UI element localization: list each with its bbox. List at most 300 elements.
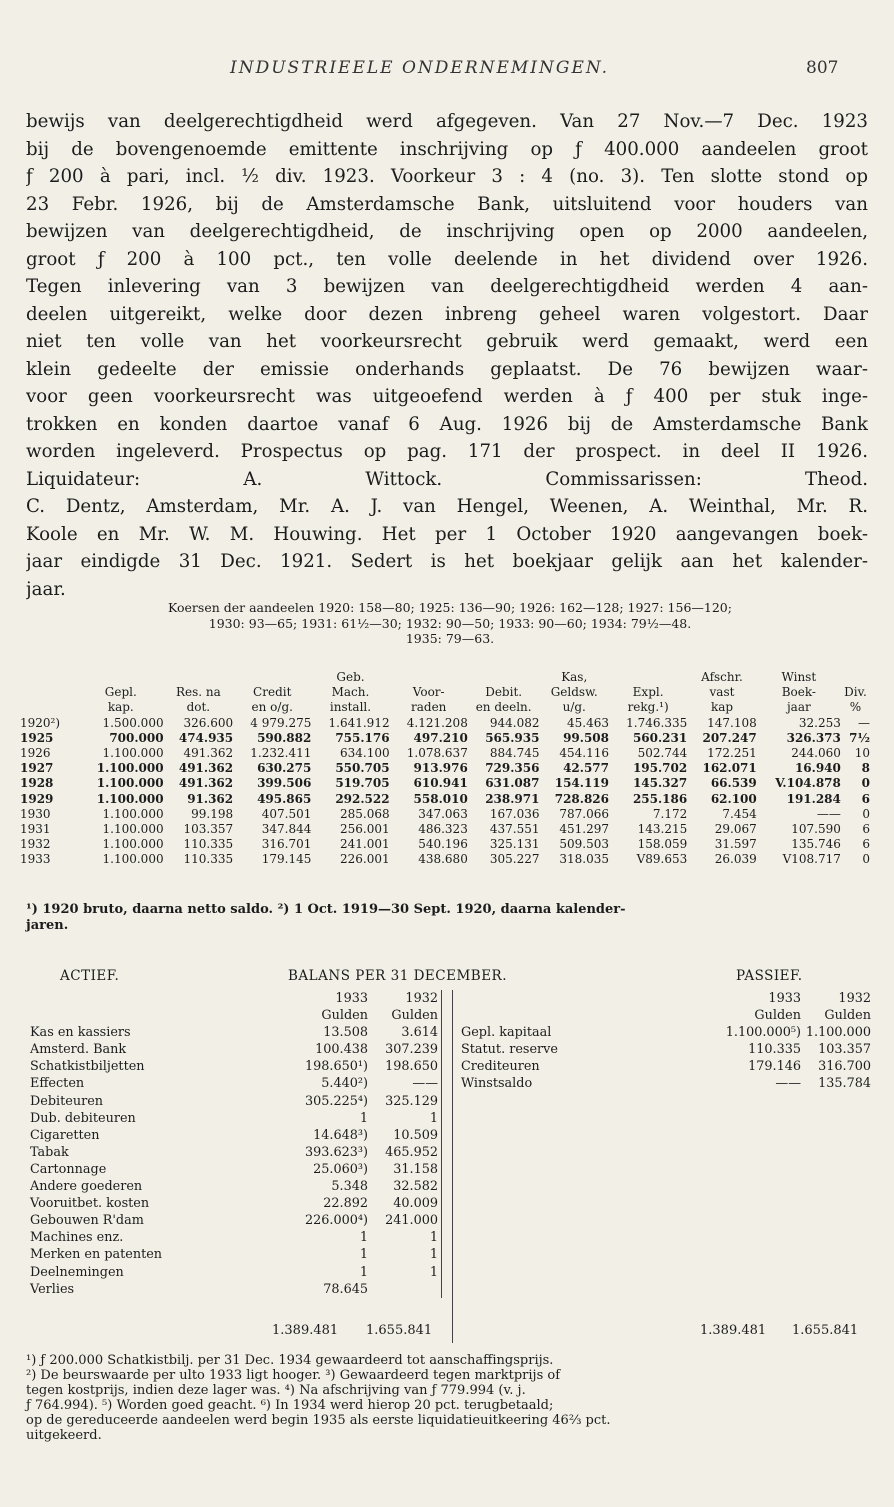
item-label: Debiteuren (30, 1093, 104, 1109)
body-line: Tegen inlevering van 3 bewijzen van deelgerechtigdheid werden 4 aan- (26, 276, 868, 297)
table-cell: 241.001 (339, 837, 390, 852)
column-header (390, 670, 468, 685)
table-cell: 787.066 (559, 806, 609, 821)
table-cell: 256.001 (339, 822, 390, 837)
column-header: Winst (781, 670, 817, 684)
item-label: Crediteuren (461, 1059, 540, 1075)
item-label: Machines enz. (30, 1230, 124, 1246)
column-header (468, 670, 540, 685)
table-cell: 7.172 (652, 806, 688, 821)
table-cell: 191.284 (786, 791, 841, 806)
column-header (609, 670, 687, 685)
body-line: ƒ 200 à pari, incl. ½ div. 1923. Voorkeur 3 : 4 (no. 3). Ten slotte stond op (26, 166, 868, 187)
item-value: 1 (368, 1229, 442, 1246)
table-cell: 207.247 (702, 730, 757, 745)
item-label: Tabak (30, 1144, 69, 1160)
item-value: 32.582 (368, 1178, 442, 1195)
column-header: Div. (844, 685, 867, 700)
table-cell: 135.746 (791, 837, 841, 852)
item-value: 3.614 (368, 1024, 442, 1041)
table-cell: 1.100.000 (102, 806, 164, 821)
table-cell: 1.500.000 (102, 715, 164, 730)
body-line: jaar. (26, 578, 66, 600)
running-header (0, 58, 894, 82)
body-line: niet ten volle van het voorkeursrecht gebruik werd gemaakt, werd een (26, 331, 868, 352)
table-cell: 1.100.000 (102, 837, 164, 852)
table-row (20, 852, 870, 867)
column-header: en o/g. (251, 700, 293, 715)
table-cell: 7.454 (722, 806, 757, 821)
table-cell: 1.746.335 (626, 715, 688, 730)
table-cell: 6 (862, 837, 870, 852)
table-cell: 66.539 (710, 776, 757, 791)
table-cell: 1.100.000 (96, 761, 164, 776)
table-header-row (20, 700, 870, 715)
table-cell: 1.100.000 (96, 791, 164, 806)
item-label: Winstsaldo (461, 1076, 533, 1092)
table-cell: 325.131 (489, 837, 540, 852)
column-header: en deeln. (475, 700, 532, 715)
table-cell: 558.010 (413, 791, 468, 806)
table-cell: 42.577 (563, 761, 609, 776)
unit-header: Gulden (368, 1007, 442, 1024)
total-actief-1933: 1.389.481 (272, 1323, 339, 1338)
table-cell: 99.508 (563, 730, 609, 745)
table-cell: 31.597 (714, 837, 757, 852)
table-cell: 1.641.912 (328, 715, 390, 730)
table-footnote-line: jaren. (26, 917, 69, 933)
balance-title: BALANS PER 31 DECEMBER. (288, 968, 508, 984)
total-passief-1933: 1.389.481 (700, 1323, 767, 1338)
item-value: 307.239 (368, 1041, 442, 1058)
body-line: jaar eindigde 31 Dec. 1921. Sedert is het boekjaar gelijk aan het kalender- (26, 551, 868, 572)
item-label: Effecten (30, 1076, 85, 1092)
table-cell: 195.702 (632, 761, 688, 776)
balance-sheet (30, 968, 871, 1297)
balance-footnotes (26, 1353, 868, 1443)
table-cell: 6 (862, 822, 870, 837)
table-cell: 16.940 (794, 761, 841, 776)
item-label: Statut. reserve (461, 1042, 558, 1058)
item-value: 135.784 (818, 1076, 871, 1092)
table-row (20, 837, 870, 852)
unit-header: Gulden (824, 1008, 871, 1024)
table-cell: 438.680 (418, 852, 468, 867)
column-header: u/g. (562, 700, 586, 715)
table-cell: 700.000 (109, 730, 164, 745)
actief-row (30, 1195, 442, 1212)
table-cell: 179.145 (261, 852, 312, 867)
body-line: trokken en konden daartoe vanaf 6 Aug. 1926 bij de Amsterdamsche Bank (26, 413, 868, 435)
table-cell: 755.176 (335, 730, 390, 745)
item-value: 1 (359, 1247, 368, 1263)
body-line: bewijs van deelgerechtigdheid werd afgegeven. Van 27 Nov.—7 Dec. 1923 (26, 111, 868, 132)
actief-row (30, 1246, 442, 1263)
column-header: kap (710, 700, 734, 715)
table-cell: 1.100.000 (102, 746, 164, 761)
item-value: 1.100.000⁵) (725, 1025, 801, 1041)
table-row (20, 792, 870, 807)
table-cell: V108.717 (782, 852, 841, 867)
table-cell: 729.356 (485, 761, 540, 776)
column-header: Geb. (336, 670, 365, 684)
column-header: Afschr. (701, 670, 743, 684)
passief-row (461, 1024, 871, 1041)
item-label: Gebouwen R'dam (30, 1213, 144, 1229)
financial-history-table (20, 670, 870, 868)
year-cell: 1931 (20, 822, 51, 837)
balance-footnote-line: ƒ 764.994). ⁵) Worden goed geacht. ⁶) In 1934 werd hierop 20 pct. terugbetaald; (26, 1398, 554, 1413)
total-actief-1932: 1.655.841 (366, 1323, 433, 1338)
body-line: deelen uitgereikt, welke door dezen inbreng geheel waren volgestort. Daar (26, 303, 868, 325)
item-value: 1 (368, 1246, 442, 1263)
table-cell: 255.186 (632, 791, 688, 806)
table-cell: 728.826 (554, 791, 609, 806)
year-cell: 1933 (20, 852, 51, 867)
table-cell: 238.971 (485, 791, 540, 806)
year-cell: 1920²) (20, 715, 61, 730)
table-cell: 305.227 (489, 852, 540, 867)
item-value: 1 (368, 1264, 442, 1281)
column-header (78, 670, 164, 685)
table-cell: 0 (862, 806, 870, 821)
table-cell: 110.335 (183, 852, 234, 867)
header-title: INDUSTRIEELE ONDERNEMINGEN. (230, 58, 610, 78)
actief-label: ACTIEF. (60, 968, 120, 984)
table-header-row (20, 685, 870, 700)
table-cell: 347.844 (261, 822, 312, 837)
item-value: 25.060³) (313, 1161, 368, 1177)
column-header: Res. na (175, 685, 221, 700)
table-footnote-line: ¹) 1920 bruto, daarna netto saldo. ²) 1 Oct. 1919—30 Sept. 1920, daarna kalender- (26, 902, 626, 917)
item-label: Andere goederen (30, 1179, 143, 1195)
passief-row (461, 1075, 871, 1092)
column-header (20, 700, 78, 715)
table-cell: 399.506 (257, 776, 312, 791)
table-cell: 502.744 (637, 746, 688, 761)
table-cell: — (858, 715, 870, 730)
column-header: Credit (253, 685, 292, 700)
body-line: 23 Febr. 1926, bij de Amsterdamsche Bank, uitsluitend voor houders van (26, 193, 868, 215)
table-cell: 491.362 (178, 776, 234, 791)
column-header: Boek- (781, 685, 816, 700)
column-header: install. (329, 700, 372, 715)
actief-row (30, 1281, 442, 1298)
table-cell: 26.039 (714, 852, 757, 867)
body-text (26, 108, 868, 603)
table-cell: V.104.878 (775, 776, 841, 791)
column-header: Debit. (485, 685, 523, 700)
table-cell: 4.121.208 (406, 715, 468, 730)
item-value: 10.509 (368, 1127, 442, 1144)
column-header (20, 685, 78, 700)
body-line: bij de bovengenoemde emittente inschrijving op ƒ 400.000 aandeelen groot (26, 138, 868, 160)
column-header: vast (709, 685, 735, 700)
table-row (20, 807, 870, 822)
table-row (20, 761, 870, 776)
table-cell: 474.935 (178, 730, 234, 745)
item-value: 465.952 (368, 1144, 442, 1161)
year-header: 1932 (838, 991, 871, 1006)
table-cell: 143.215 (637, 822, 688, 837)
item-value (368, 1281, 442, 1298)
table-cell: 631.087 (485, 776, 540, 791)
item-value: 241.000 (368, 1212, 442, 1229)
item-value: 179.146 (748, 1059, 801, 1075)
actief-row (30, 1024, 442, 1041)
table-cell: 99.198 (191, 806, 234, 821)
table-cell: 1.100.000 (96, 776, 164, 791)
table-cell: 913.976 (413, 761, 468, 776)
table-cell: 610.941 (413, 776, 468, 791)
table-cell: 318.035 (559, 852, 609, 867)
body-line: C. Dentz, Amsterdam, Mr. A. J. van Hengel, Weenen, A. Weinthal, Mr. R. (26, 496, 868, 517)
year-cell: 1927 (20, 761, 54, 776)
item-label: Deelnemingen (30, 1264, 124, 1280)
column-header: Geldsw. (550, 685, 598, 700)
item-value: 100.438 (315, 1042, 368, 1058)
body-line: bewijzen van deelgerechtigdheid, de inschrijving open op 2000 aandeelen, (26, 221, 868, 242)
item-value: —— (368, 1075, 442, 1092)
actief-row (30, 1127, 442, 1144)
share-prices-line: 1930: 93—65; 1931: 61½—30; 1932: 90—50; 1933: 90—60; 1934: 79½—48. (208, 615, 692, 631)
actief-row (30, 1264, 442, 1281)
table-cell: 103.357 (183, 822, 234, 837)
table-cell: 565.935 (485, 730, 540, 745)
item-value: 78.645 (323, 1281, 368, 1297)
body-line: voor geen voorkeursrecht was uitgeoefend werden à ƒ 400 per stuk inge- (26, 386, 868, 407)
item-value: 1 (359, 1110, 368, 1126)
body-line: Koole en Mr. W. M. Houwing. Het per 1 October 1920 aangevangen boek- (26, 523, 868, 545)
year-cell: 1926 (20, 746, 51, 761)
item-value: 5.440²) (321, 1076, 368, 1092)
item-value: 1.100.000 (805, 1025, 871, 1041)
balance-footnote-line: ¹) ƒ 200.000 Schatkistbilj. per 31 Dec. 1934 gewaardeerd tot aanschaffingsprijs. (26, 1353, 554, 1368)
column-header: raden (411, 700, 447, 715)
table-row (20, 776, 870, 791)
item-value: 31.158 (368, 1161, 442, 1178)
unit-header: Gulden (754, 1008, 801, 1024)
table-cell: 634.100 (339, 746, 390, 761)
table-cell: 519.705 (335, 776, 390, 791)
column-header: % (849, 700, 862, 715)
page-number: 807 (806, 58, 839, 78)
item-value: 13.508 (323, 1025, 368, 1041)
year-header: 1933 (768, 991, 801, 1006)
body-line: Liquidateur: A. Wittock. Commissarissen: Theod. (26, 468, 868, 490)
column-header: Gepl. (104, 685, 137, 700)
balance-footnote-line: tegen kostprijs, indien deze lager was. ⁴) Na afschrijving van ƒ 779.994 (v. j. (26, 1383, 526, 1398)
table-cell: 497.210 (413, 730, 468, 745)
total-passief-1932: 1.655.841 (792, 1323, 859, 1338)
passief-label: PASSIEF. (736, 968, 803, 984)
actief-row (30, 1161, 442, 1178)
table-cell: 347.063 (418, 806, 468, 821)
item-value: 1 (359, 1230, 368, 1246)
item-value: 1 (368, 1110, 442, 1127)
table-cell: 292.522 (335, 791, 390, 806)
column-header (164, 670, 234, 685)
body-line: worden ingeleverd. Prospectus op pag. 171 der prospect. in deel II 1926. (26, 441, 868, 462)
table-cell: 630.275 (257, 761, 312, 776)
table-cell: 167.036 (489, 806, 540, 821)
year-cell: 1929 (20, 791, 54, 806)
table-cell: 285.068 (339, 806, 390, 821)
table-cell: 226.001 (339, 852, 390, 867)
column-header: Mach. (331, 685, 370, 700)
actief-row (30, 1212, 442, 1229)
table-cell: 154.119 (554, 776, 609, 791)
table-cell: 451.297 (559, 822, 609, 837)
table-cell: 145.327 (632, 776, 688, 791)
item-value: 1 (359, 1264, 368, 1280)
item-value: 198.650 (368, 1058, 442, 1075)
table-cell: 491.362 (183, 746, 234, 761)
year-header: 1933 (335, 991, 368, 1006)
table-row (20, 746, 870, 761)
column-header: dot. (186, 700, 211, 715)
year-cell: 1925 (20, 730, 54, 745)
table-cell: 158.059 (637, 837, 688, 852)
table-cell: 1.078.637 (406, 746, 468, 761)
item-label: Cigaretten (30, 1127, 100, 1143)
table-cell: 0 (862, 852, 870, 867)
item-value: 22.892 (323, 1196, 368, 1212)
item-value: 110.335 (748, 1042, 801, 1058)
table-cell: 590.882 (257, 730, 312, 745)
table-header-row (20, 670, 870, 685)
actief-row (30, 1075, 442, 1092)
year-header: 1932 (368, 990, 442, 1007)
table-cell: 316.701 (261, 837, 312, 852)
item-label: Cartonnage (30, 1161, 107, 1177)
table-cell: 8 (861, 761, 870, 776)
table-cell: 884.745 (489, 746, 540, 761)
item-value: 226.000⁴) (304, 1213, 368, 1229)
table-row (20, 731, 870, 746)
item-value: 305.225⁴) (304, 1093, 368, 1109)
table-cell: 29.067 (714, 822, 757, 837)
item-label: Dub. debiteuren (30, 1110, 136, 1126)
column-header: Expl. (632, 685, 664, 700)
balance-footnote-line: ²) De beurswaarde per ulto 1933 ligt hooger. ³) Gewaardeerd tegen marktprijs of (26, 1368, 561, 1383)
item-value: 393.623³) (304, 1144, 368, 1160)
table-cell: 326.373 (786, 730, 841, 745)
table-cell: 486.323 (418, 822, 468, 837)
unit-header: Gulden (321, 1008, 368, 1024)
column-header (233, 670, 311, 685)
table-cell: 491.362 (178, 761, 234, 776)
item-label: Gepl. kapitaal (461, 1025, 552, 1041)
table-cell: 509.503 (559, 837, 609, 852)
actief-row (30, 1058, 442, 1075)
table-cell: 172.251 (707, 746, 757, 761)
table-cell: V89.653 (636, 852, 688, 867)
table-cell: 244.060 (791, 746, 841, 761)
passief-column (452, 990, 873, 1343)
item-value: 316.700 (818, 1059, 871, 1075)
year-cell: 1932 (20, 837, 51, 852)
actief-row (30, 1229, 442, 1246)
table-cell: 1.232.411 (250, 746, 312, 761)
table-cell: 944.082 (489, 715, 540, 730)
passief-row (461, 1058, 871, 1075)
item-value: —— (775, 1076, 801, 1092)
table-cell: 1.100.000 (102, 852, 164, 867)
table-cell: 91.362 (187, 791, 234, 806)
item-value: 40.009 (368, 1195, 442, 1212)
column-header: Kas, (561, 670, 588, 684)
table-cell: 10 (854, 746, 870, 761)
table-cell: 45.463 (567, 715, 609, 730)
actief-row (30, 1110, 442, 1127)
table-cell: 6 (861, 791, 870, 806)
item-label: Kas en kassiers (30, 1025, 131, 1041)
share-prices-line: 1935: 79—63. (405, 631, 495, 646)
item-label: Verlies (30, 1281, 75, 1297)
table-cell: —— (816, 806, 841, 821)
balance-footnote-line: op de gereduceerde aandeelen werd begin 1935 als eerste liquidatieuitkeering 46⅔ pct. (26, 1413, 611, 1428)
table-cell: 550.705 (335, 761, 390, 776)
column-header: rekg.¹) (627, 700, 669, 715)
table-cell: 32.253 (798, 715, 841, 730)
year-cell: 1930 (20, 806, 51, 821)
item-value: 103.357 (818, 1042, 871, 1058)
table-cell: 7½ (849, 730, 870, 745)
table-cell: 1.100.000 (102, 822, 164, 837)
column-header: Voor- (412, 685, 445, 700)
table-cell: 4 979.275 (250, 715, 312, 730)
balance-footnote-line: uitgekeerd. (26, 1428, 102, 1443)
item-value: 325.129 (368, 1093, 442, 1110)
table-footnote (26, 902, 868, 933)
table-cell: 540.196 (418, 837, 468, 852)
column-header: kap. (107, 700, 134, 715)
body-line: klein gedeelte der emissie onderhands geplaatst. De 76 bewijzen waar- (26, 358, 868, 380)
table-cell: 454.116 (559, 746, 609, 761)
actief-column (30, 990, 442, 1298)
share-prices (40, 600, 860, 647)
body-line: groot ƒ 200 à 100 pct., ten volle deelende in het dividend over 1926. (26, 248, 868, 270)
year-cell: 1928 (20, 776, 54, 791)
table-cell: 110.335 (183, 837, 234, 852)
share-prices-line: Koersen der aandeelen 1920: 158—80; 1925: 136—90; 1926: 162—128; 1927: 156—120; (168, 600, 732, 615)
passief-row (461, 1041, 871, 1058)
table-cell: 0 (861, 776, 870, 791)
item-label: Merken en patenten (30, 1247, 163, 1263)
actief-row (30, 1093, 442, 1110)
item-value: 198.650¹) (304, 1059, 368, 1075)
table-cell: 107.590 (791, 822, 841, 837)
table-row (20, 716, 870, 731)
item-label: Amsterd. Bank (30, 1042, 127, 1058)
actief-row (30, 1144, 442, 1161)
actief-row (30, 1041, 442, 1058)
column-header (841, 670, 870, 685)
table-cell: 560.231 (632, 730, 688, 745)
column-header (20, 670, 78, 685)
item-value: 14.648³) (313, 1127, 368, 1143)
item-label: Vooruitbet. kosten (30, 1196, 150, 1212)
table-cell: 62.100 (710, 791, 757, 806)
table-cell: 326.600 (183, 715, 234, 730)
column-header: jaar (786, 700, 811, 715)
table-cell: 407.501 (261, 806, 312, 821)
table-cell: 162.071 (702, 761, 757, 776)
table-cell: 147.108 (707, 715, 757, 730)
table-cell: 495.865 (257, 791, 312, 806)
table-cell: 437.551 (489, 822, 540, 837)
